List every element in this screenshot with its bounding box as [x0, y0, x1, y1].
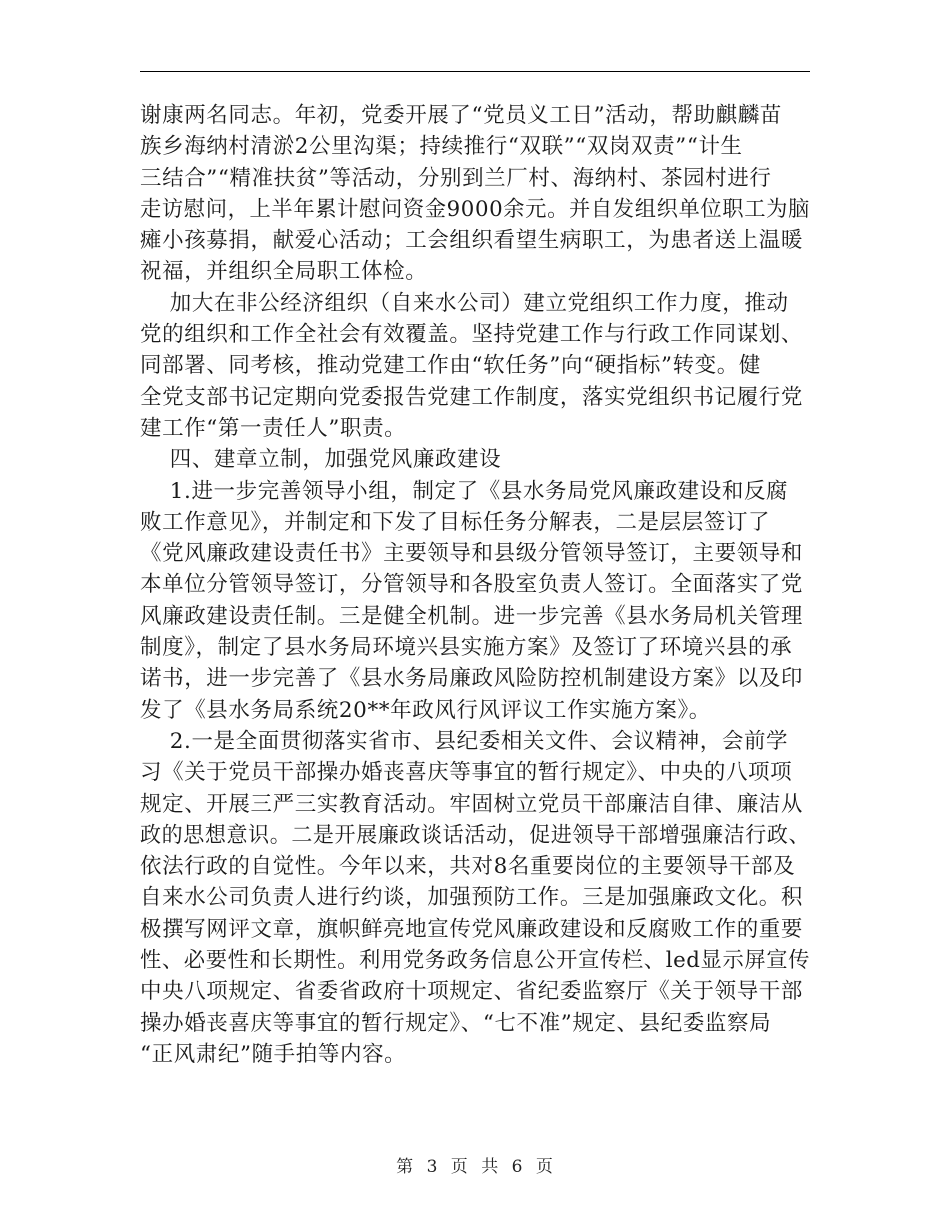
text-line: 中央八项规定、省委省政府十项规定、省纪委监察厅《关于领导干部 — [140, 979, 804, 1005]
text-line: 三结合”“精准扶贫”等活动，分别到兰厂村、海纳村、茶园村进行 — [140, 165, 772, 191]
text-line: 2.一是全面贯彻落实省市、县纪委相关文件、会议精神，会前学 — [140, 728, 789, 754]
text-line: 操办婚丧喜庆等事宜的暂行规定》、“七不准”规定、县纪委监察局 — [140, 1010, 772, 1036]
text-line: 1.进一步完善领导小组，制定了《县水务局党风廉政建设和反腐 — [140, 478, 789, 504]
footer-label-unit2: 页 — [535, 1157, 554, 1177]
total-pages-number: 6 — [511, 1157, 524, 1177]
text-line: 诺书，进一步完善了《县水务局廉政风险防控机制建设方案》以及印 — [140, 666, 804, 692]
text-line: 风廉政建设责任制。三是健全机制。进一步完善《县水务局机关管理 — [140, 603, 804, 629]
text-line: 党的组织和工作全社会有效覆盖。坚持党建工作与行政工作同谋划、 — [140, 322, 804, 348]
text-line: 建工作“第一责任人”职责。 — [140, 415, 407, 441]
footer-label-page: 第 — [396, 1157, 415, 1177]
section-heading: 四、建章立制，加强党风廉政建设 — [140, 447, 502, 473]
text-line: 《党风廉政建设责任书》主要领导和县级分管领导签订，主要领导和 — [140, 541, 804, 567]
header-rule — [140, 71, 810, 72]
text-line: 加大在非公经济组织（自来水公司）建立党组织工作力度，推动 — [140, 290, 789, 316]
current-page-number: 3 — [426, 1157, 439, 1177]
text-line: 祝福，并组织全局职工体检。 — [140, 259, 428, 285]
page-footer — [0, 1152, 950, 1177]
text-line: 瘫小孩募捐，献爱心活动；工会组织看望生病职工，为患者送上温暖 — [140, 228, 804, 254]
text-line: 败工作意见》，并制定和下发了目标任务分解表，二是层层签订了 — [140, 509, 771, 535]
text-line: 性、必要性和长期性。利用党务政务信息公开宣传栏、led显示屏宣传 — [140, 948, 811, 974]
footer-label-total: 共 — [481, 1157, 500, 1177]
text-line: 规定、开展三严三实教育活动。牢固树立党员干部廉洁自律、廉洁从 — [140, 791, 804, 817]
text-line: 发了《县水务局系统20**年政风行风评议工作实施方案》。 — [140, 697, 711, 723]
text-line: 极撰写网评文章，旗帜鲜亮地宣传党风廉政建设和反腐败工作的重要 — [140, 916, 804, 942]
document-body — [140, 100, 810, 1070]
text-line: 全党支部书记定期向党委报告党建工作制度，落实党组织书记履行党 — [140, 384, 804, 410]
text-line: 走访慰问，上半年累计慰问资金9000余元。并自发组织单位职工为脑 — [140, 196, 810, 222]
text-line: 依法行政的自觉性。今年以来，共对8名重要岗位的主要领导干部及 — [140, 854, 796, 880]
text-line: 族乡海纳村清淤2公里沟渠；持续推行“双联”“双岗双责”“计生 — [140, 134, 743, 160]
text-line: “正风肃纪”随手拍等内容。 — [140, 1041, 407, 1067]
text-line: 同部署、同考核，推动党建工作由“软任务”向“硬指标”转变。健 — [140, 353, 761, 379]
text-line: 谢康两名同志。年初，党委开展了“党员义工日”活动，帮助麒麟苗 — [140, 103, 782, 128]
text-line: 习《关于党员干部操办婚丧喜庆等事宜的暂行规定》、中央的八项项 — [140, 760, 793, 786]
footer-label-unit: 页 — [450, 1157, 469, 1177]
text-line: 本单位分管领导签订，分管领导和各股室负责人签订。全面落实了党 — [140, 572, 804, 598]
text-line: 政的思想意识。二是开展廉政谈话活动，促进领导干部增强廉洁行政、 — [140, 822, 811, 848]
text-line: 自来水公司负责人进行约谈，加强预防工作。三是加强廉政文化。积 — [140, 885, 804, 911]
text-line: 制度》，制定了县水务局环境兴县实施方案》及签订了环境兴县的承 — [140, 635, 793, 661]
